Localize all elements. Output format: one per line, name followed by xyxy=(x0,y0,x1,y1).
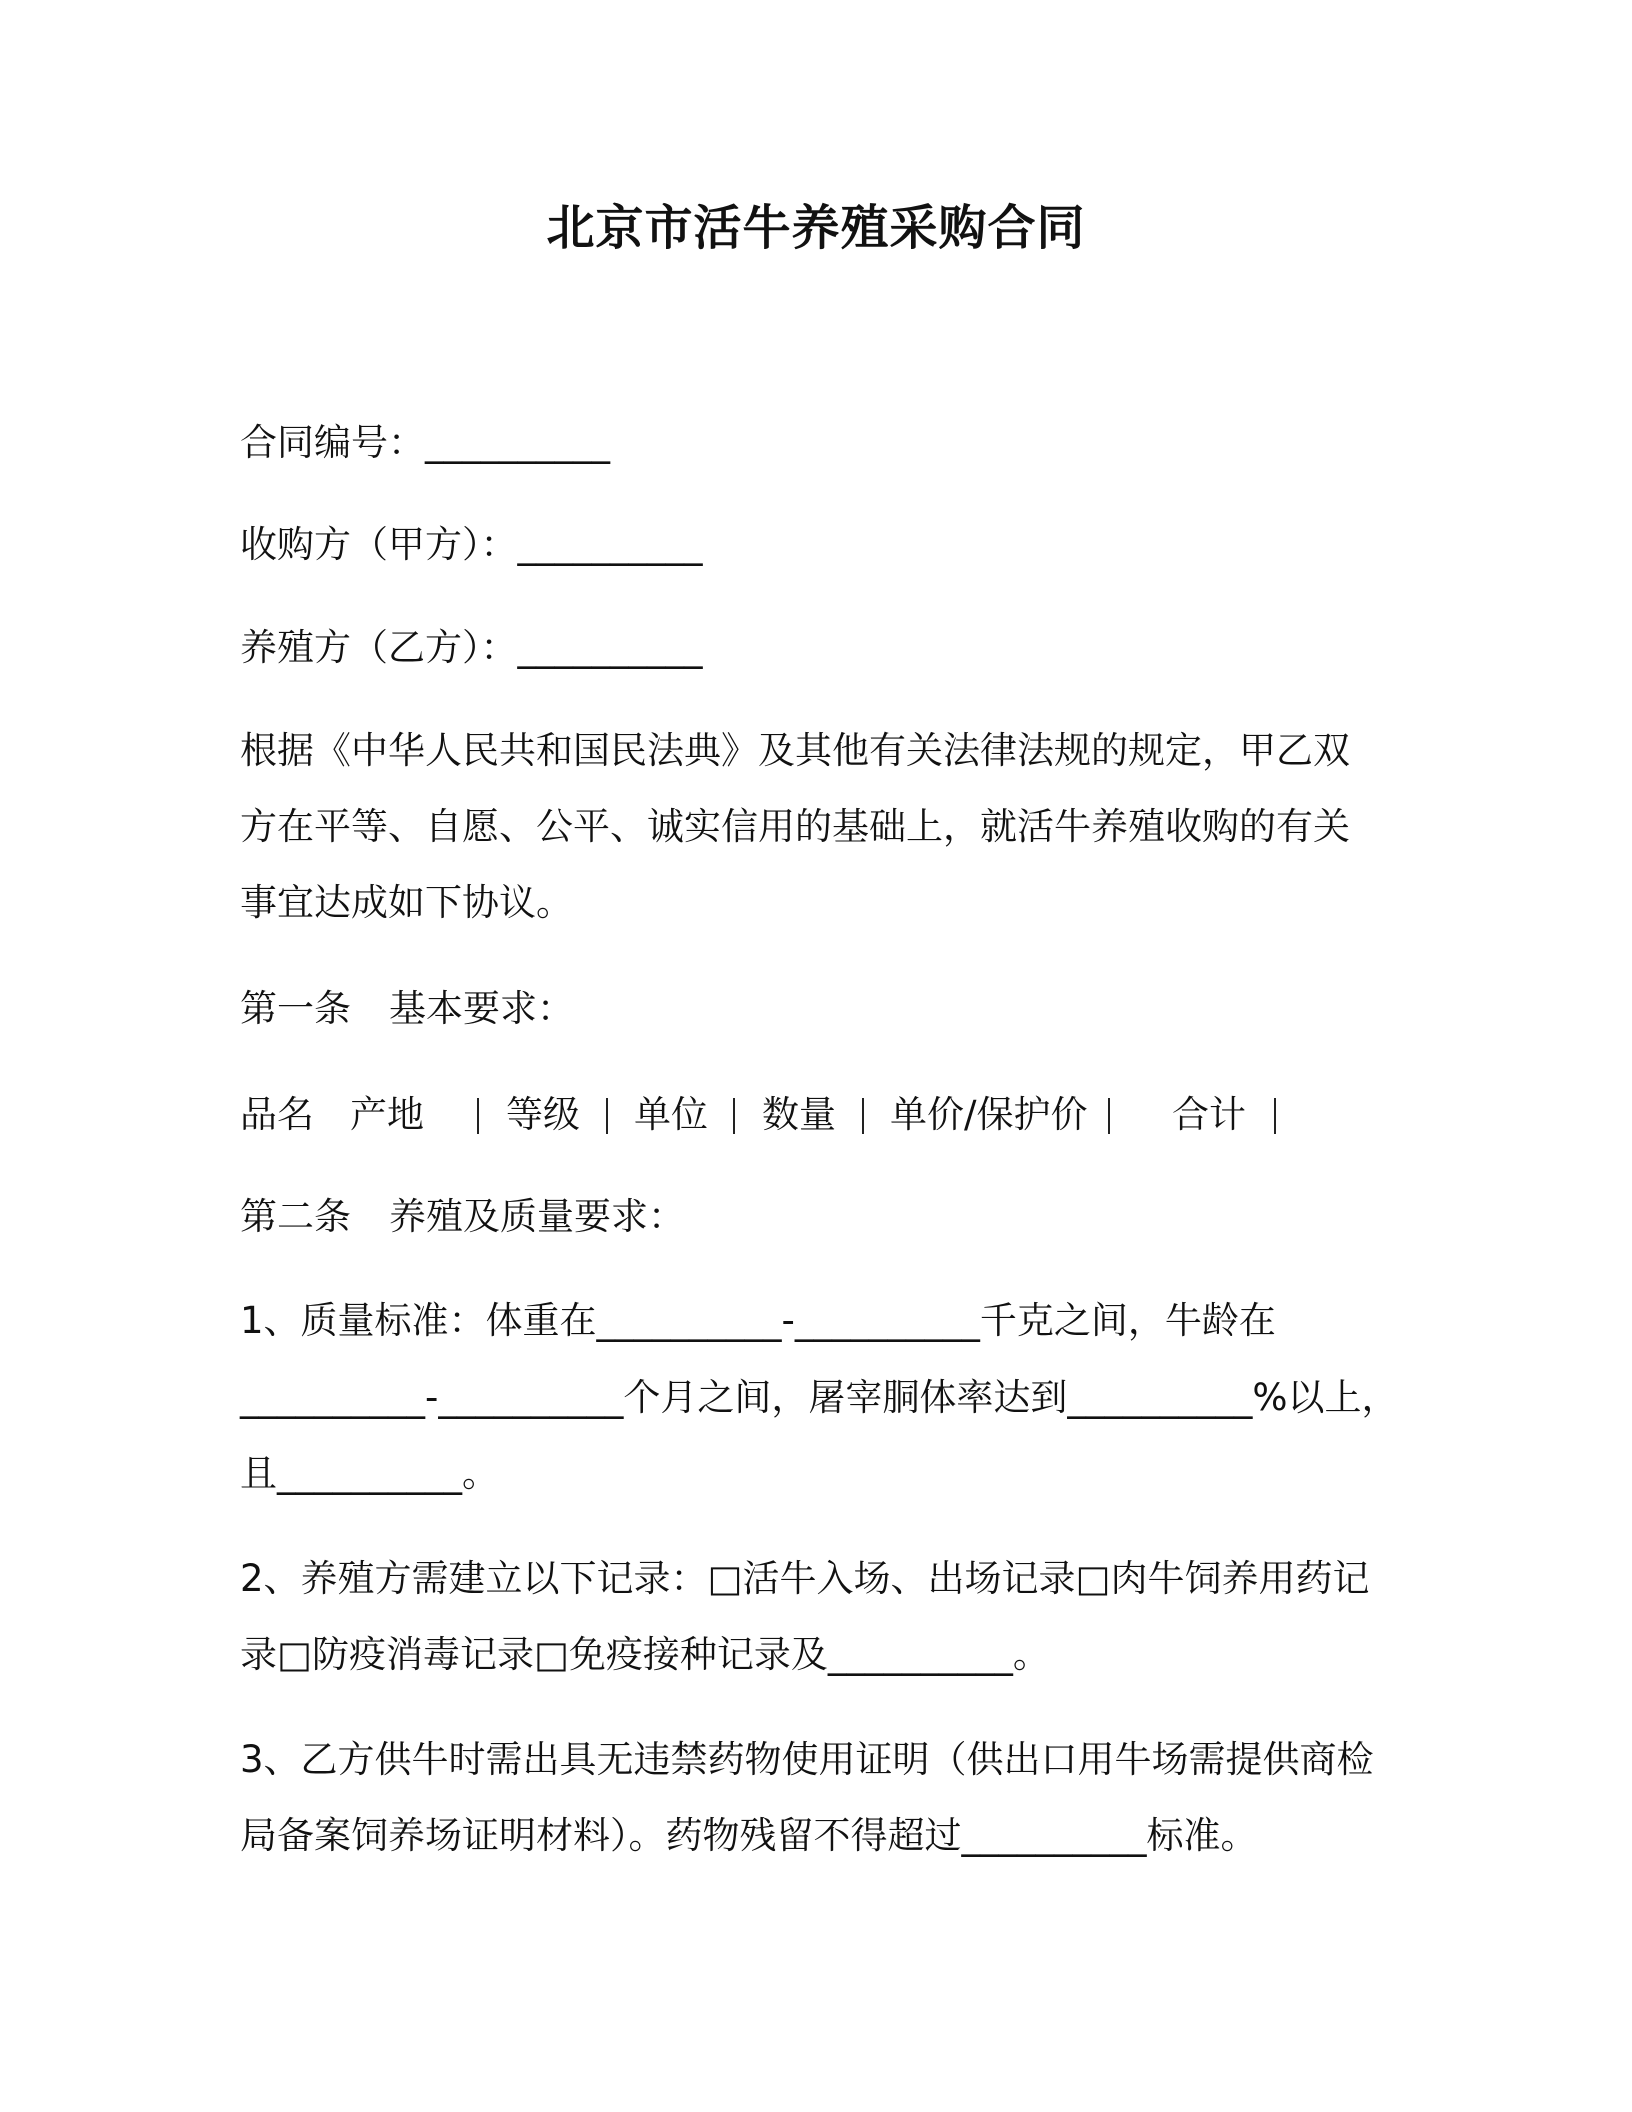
clause-3-line: 局备案饲养场证明材料）。药物残留不得超过__________标准。 xyxy=(240,1814,1258,1857)
column-separator xyxy=(1274,1098,1276,1134)
clause-1-line: 且__________。 xyxy=(240,1452,499,1495)
column-separator xyxy=(477,1098,479,1134)
party-a-field: 收购方（甲方）：__________ xyxy=(240,523,703,566)
column-separator xyxy=(606,1098,608,1134)
column-header-origin: 产地 xyxy=(350,1093,424,1136)
party-b-field: 养殖方（乙方）：__________ xyxy=(240,626,703,669)
preamble-line: 方在平等、自愿、公平、诚实信用的基础上，就活牛养殖收购的有关 xyxy=(240,805,1350,848)
clause-2-line: 2、养殖方需建立以下记录：□活牛入场、出场记录□肉牛饲养用药记 xyxy=(240,1557,1370,1600)
preamble-line: 根据《中华人民共和国民法典》及其他有关法律法规的规定，甲乙双 xyxy=(240,729,1350,772)
document-title: 北京市活牛养殖采购合同 xyxy=(546,200,1086,256)
column-header-quantity: 数量 xyxy=(762,1093,836,1136)
clause-3-line: 3、乙方供牛时需出具无违禁药物使用证明（供出口用牛场需提供商检 xyxy=(240,1738,1374,1781)
article-title: 基本要求： xyxy=(389,987,574,1030)
column-header-unit-price: 单价/保护价 xyxy=(890,1093,1088,1136)
clause-1-line: __________-__________个月之间，屠宰胴体率达到__________%以上， xyxy=(240,1376,1399,1419)
clause-1-line: 1、质量标准：体重在__________-__________千克之间，牛龄在 xyxy=(240,1299,1276,1342)
goods-table-header xyxy=(240,1092,1400,1138)
column-separator xyxy=(733,1098,735,1134)
column-header-grade: 等级 xyxy=(506,1093,580,1136)
column-header-total: 合计 xyxy=(1172,1093,1246,1136)
column-header-name: 品名 xyxy=(240,1093,314,1136)
column-separator xyxy=(1108,1098,1110,1134)
clause-2-line: 录□防疫消毒记录□免疫接种记录及__________。 xyxy=(240,1633,1050,1676)
contract-number-field: 合同编号：__________ xyxy=(240,421,610,464)
article-number: 第二条 xyxy=(240,1195,351,1238)
article-2-heading xyxy=(240,1194,685,1240)
preamble-line: 事宜达成如下协议。 xyxy=(240,881,573,924)
column-header-unit: 单位 xyxy=(634,1093,708,1136)
article-title: 养殖及质量要求： xyxy=(389,1195,685,1238)
article-number: 第一条 xyxy=(240,987,351,1030)
article-1-heading xyxy=(240,986,574,1032)
column-separator xyxy=(862,1098,864,1134)
